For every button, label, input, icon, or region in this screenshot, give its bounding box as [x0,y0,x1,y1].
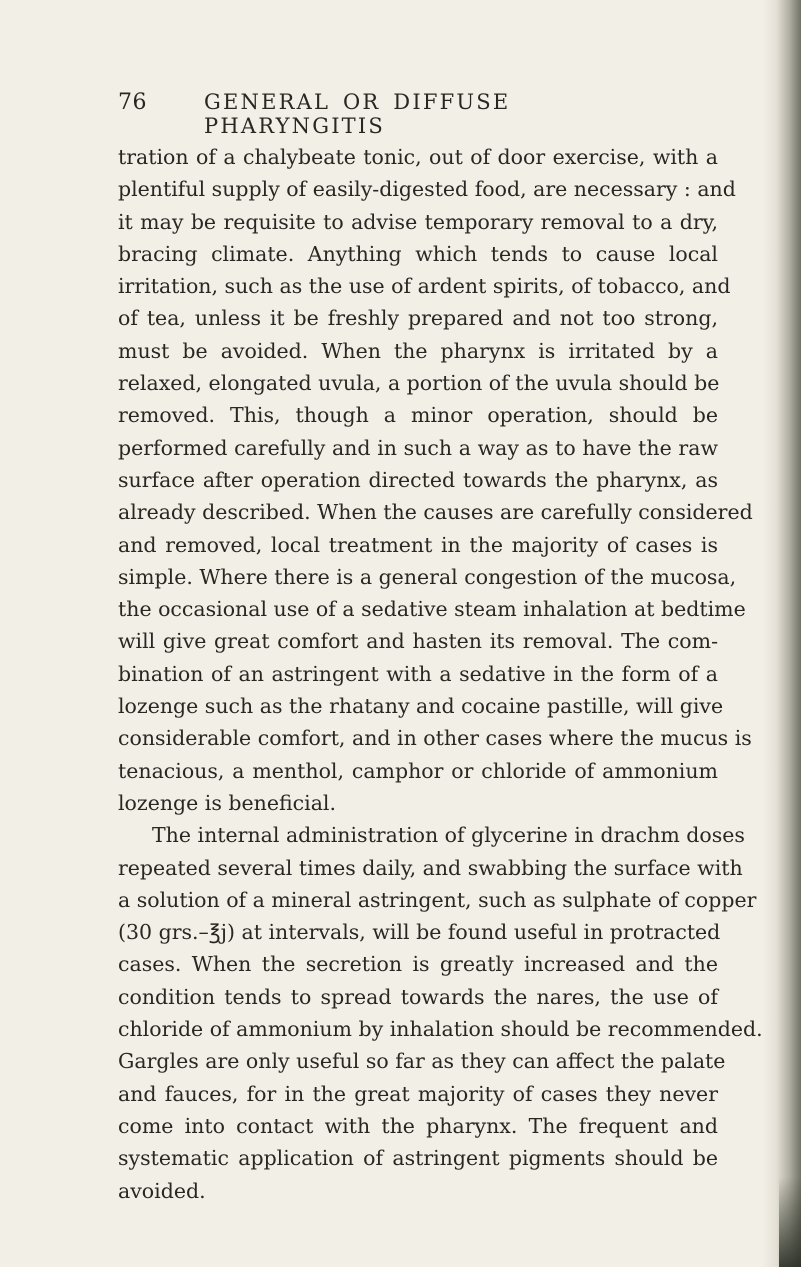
text-line: repeated several times daily, and swabbing the surface with [118,855,743,880]
text-line: considerable comfort, and in other cases where the mucus is [118,726,752,751]
text-line: will give great comfort and hasten its removal. The com- [118,629,718,654]
text-line: and removed, local treatment in the majority of cases is [118,532,718,557]
text-line: tenacious, a menthol, camphor or chloride of ammonium [118,758,718,783]
text-line: lozenge such as the rhatany and cocaine pastille, will give [118,694,724,719]
text-line: plentiful supply of easily-digested food, are necessary : and [118,177,736,202]
running-head: GENERAL OR DIFFUSE PHARYNGITIS [204,90,511,138]
text-line: chloride of ammonium by inhalation should be recommended. [118,1017,763,1042]
paragraph-end-line: avoided. [118,1178,206,1203]
text-line: performed carefully and in such a way as to have the raw [118,435,718,460]
text-line: already described. When the causes are carefully considered [118,500,753,525]
page-number: 76 [118,90,147,115]
text-line: systematic application of astringent pigments should be [118,1146,718,1171]
text-line: removed. This, though a minor operation, should be [118,403,718,428]
text-line: tration of a chalybeate tonic, out of door exercise, with a [118,145,718,169]
body-text [118,141,763,1207]
text-line: irritation, such as the use of ardent spirits, of tobacco, and [118,274,731,299]
page-header [118,90,703,138]
page-corner-shadow [779,1177,801,1267]
paragraph-start-line: The internal administration of glycerine in drachm doses [152,823,745,848]
text-line: and fauces, for in the great majority of cases they never [118,1081,718,1106]
text-line: a solution of a mineral astringent, such as sulphate of copper [118,887,757,912]
text-line: it may be requisite to advise temporary removal to a dry, [118,209,718,234]
text-line: cases. When the secretion is greatly increased and the [118,952,718,977]
text-line: simple. Where there is a general congestion of the mucosa, [118,564,737,589]
text-line: surface after operation directed towards the pharynx, as [118,467,718,492]
text-line: bination of an astringent with a sedative in the form of a [118,661,718,686]
text-line: the occasional use of a sedative steam inhalation at bedtime [118,597,746,622]
page-edge-shadow [763,0,801,1267]
paragraph-end-line: lozenge is beneficial. [118,790,336,815]
text-line: relaxed, elongated uvula, a portion of the uvula should be [118,371,720,396]
text-line: (30 grs.–℥j) at intervals, will be found useful in protracted [118,920,721,945]
text-line: condition tends to spread towards the nares, the use of [118,984,718,1009]
text-line: bracing climate. Anything which tends to cause local [118,241,718,266]
text-line: Gargles are only useful so far as they can affect the palate [118,1049,726,1074]
text-line: come into contact with the pharynx. The frequent and [118,1113,718,1138]
text-line: of tea, unless it be freshly prepared and not too strong, [118,306,718,331]
text-line: must be avoided. When the pharynx is irritated by a [118,338,718,363]
